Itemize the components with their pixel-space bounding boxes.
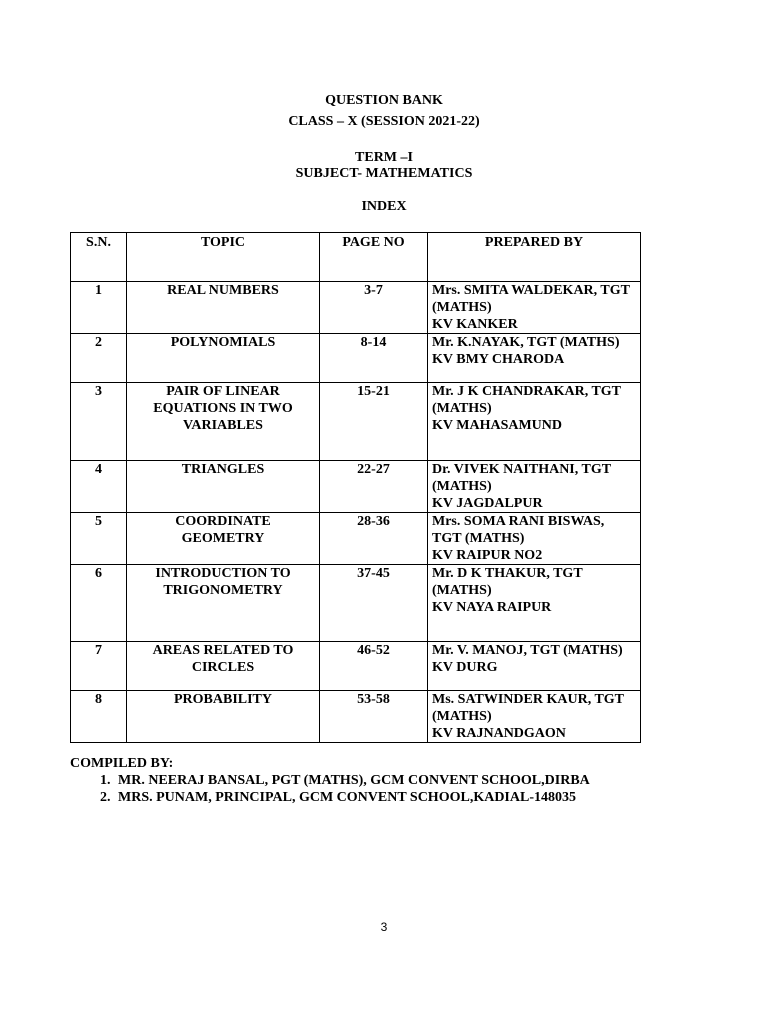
prepared-by-line: Ms. SATWINDER KAUR, TGT: [432, 692, 625, 707]
table-row: [71, 513, 641, 565]
compiler-1: 1. MR. NEERAJ BANSAL, PGT (MATHS), GCM CONVENT SCHOOL,DIRBA: [114, 772, 590, 789]
topic-line: PAIR OF LINEAR: [166, 384, 280, 399]
topic-line: INTRODUCTION TO: [155, 566, 291, 581]
row-page-no: 53-58: [320, 691, 428, 743]
index-heading: INDEX: [361, 199, 407, 214]
compiled-by-heading: COMPILED BY:: [70, 756, 174, 771]
row-prepared-by: [428, 513, 641, 565]
row-sn: 7: [71, 642, 127, 691]
prepared-by-line: Mr. V. MANOJ, TGT (MATHS): [432, 643, 623, 658]
row-sn: 1: [71, 282, 127, 334]
table-row: [71, 461, 641, 513]
table-row: [71, 334, 641, 383]
row-page-no: 22-27: [320, 461, 428, 513]
table-row: [71, 565, 641, 642]
row-topic: [127, 691, 320, 743]
row-prepared-by: [428, 691, 641, 743]
table-row: [71, 642, 641, 691]
row-topic: [127, 334, 320, 383]
prepared-by-line: Mrs. SMITA WALDEKAR, TGT: [432, 283, 630, 298]
topic-line: AREAS RELATED TO: [152, 643, 294, 658]
prepared-by-line: KV RAJNANDGAON: [432, 726, 566, 741]
row-sn: 2: [71, 334, 127, 383]
row-prepared-by: [428, 642, 641, 691]
index-table: [70, 232, 641, 743]
prepared-by-line: (MATHS): [432, 300, 492, 315]
col-header-page-no: PAGE NO: [320, 233, 428, 282]
topic-line: EQUATIONS IN TWO: [153, 401, 293, 416]
prepared-by-line: (MATHS): [432, 709, 492, 724]
row-prepared-by: [428, 461, 641, 513]
row-sn: 5: [71, 513, 127, 565]
row-sn: 8: [71, 691, 127, 743]
prepared-by-line: Mr. K.NAYAK, TGT (MATHS): [432, 335, 620, 350]
prepared-by-line: Mr. J K CHANDRAKAR, TGT: [432, 384, 622, 399]
row-topic: [127, 565, 320, 642]
row-page-no: 46-52: [320, 642, 428, 691]
subject: SUBJECT- MATHEMATICS: [295, 166, 473, 181]
table-body: [71, 282, 641, 743]
table-row: [71, 282, 641, 334]
prepared-by-line: (MATHS): [432, 583, 492, 598]
prepared-by-line: KV BMY CHARODA: [432, 352, 565, 367]
row-topic: [127, 383, 320, 461]
row-page-no: 8-14: [320, 334, 428, 383]
col-header-topic: TOPIC: [127, 233, 320, 282]
row-prepared-by: [428, 282, 641, 334]
row-page-no: 28-36: [320, 513, 428, 565]
row-prepared-by: [428, 383, 641, 461]
row-topic: [127, 282, 320, 334]
table-header-row: [71, 233, 641, 282]
topic-line: TRIGONOMETRY: [163, 583, 283, 598]
row-prepared-by: [428, 565, 641, 642]
prepared-by-line: KV DURG: [432, 660, 498, 675]
prepared-by-line: (MATHS): [432, 401, 492, 416]
prepared-by-line: KV JAGDALPUR: [432, 496, 543, 511]
prepared-by-line: KV NAYA RAIPUR: [432, 600, 552, 615]
row-topic: [127, 461, 320, 513]
row-sn: 6: [71, 565, 127, 642]
prepared-by-line: KV RAIPUR NO2: [432, 548, 543, 563]
compiled-by-section: [70, 755, 590, 806]
table-row: [71, 383, 641, 461]
prepared-by-line: TGT (MATHS): [432, 531, 525, 546]
term: TERM –I: [355, 150, 413, 165]
topic-line: POLYNOMIALS: [170, 335, 276, 350]
topic-line: TRIANGLES: [181, 462, 265, 477]
topic-line: PROBABILITY: [173, 692, 273, 707]
prepared-by-line: KV MAHASAMUND: [432, 418, 563, 433]
page-number: 3: [380, 920, 388, 934]
prepared-by-line: Mr. D K THAKUR, TGT: [432, 566, 583, 581]
row-page-no: 37-45: [320, 565, 428, 642]
topic-line: GEOMETRY: [181, 531, 265, 546]
row-page-no: 15-21: [320, 383, 428, 461]
prepared-by-line: (MATHS): [432, 479, 492, 494]
compiler-2: 2. MRS. PUNAM, PRINCIPAL, GCM CONVENT SCHOOL,KADIAL-148035: [114, 789, 590, 806]
topic-line: COORDINATE: [175, 514, 271, 529]
row-sn: 3: [71, 383, 127, 461]
row-topic: [127, 642, 320, 691]
compiled-by-list: [70, 772, 590, 806]
topic-line: VARIABLES: [183, 418, 263, 433]
table-row: [71, 691, 641, 743]
topic-line: REAL NUMBERS: [167, 283, 279, 298]
topic-line: CIRCLES: [191, 660, 255, 675]
prepared-by-line: Mrs. SOMA RANI BISWAS,: [432, 514, 605, 529]
row-topic: [127, 513, 320, 565]
row-page-no: 3-7: [320, 282, 428, 334]
prepared-by-line: KV KANKER: [432, 317, 518, 332]
row-sn: 4: [71, 461, 127, 513]
col-header-sn: S.N.: [71, 233, 127, 282]
doc-title: QUESTION BANK: [325, 93, 443, 108]
col-header-prepared-by: PREPARED BY: [428, 233, 641, 282]
class-session: CLASS – X (SESSION 2021-22): [288, 114, 480, 129]
prepared-by-line: Dr. VIVEK NAITHANI, TGT: [432, 462, 612, 477]
row-prepared-by: [428, 334, 641, 383]
